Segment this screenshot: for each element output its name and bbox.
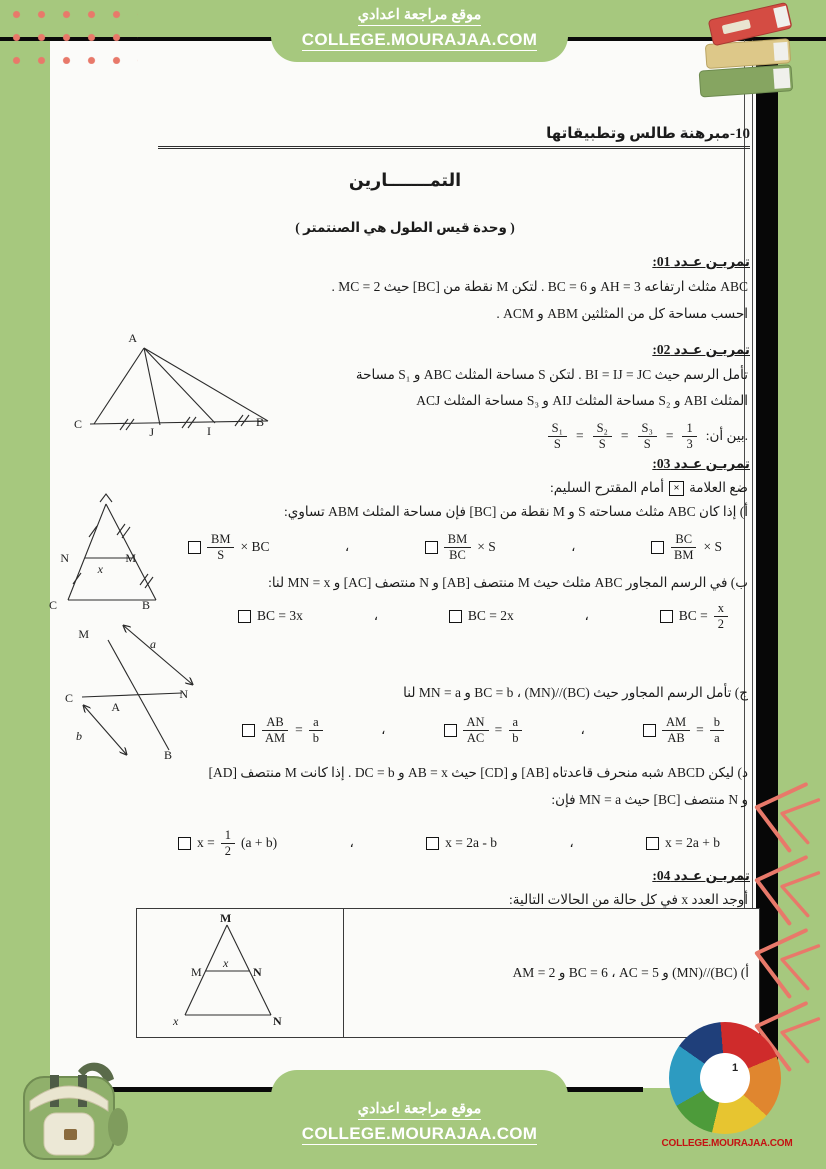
answer-option [449,608,514,624]
fraction: $\frac{BC}{BM}$ [670,532,697,563]
answer-option [425,532,496,563]
exercise2-line2: المثلث ABI و S₂ مساحة المثلث AIJ و S₃ مساحة المثلث ACJ [416,393,748,408]
point-label-C: C [64,691,73,705]
exercise3b-options [238,598,728,634]
equals-sign: = [696,722,704,737]
answer-option [444,715,523,746]
fraction: $\frac{x}{2}$ [714,601,728,632]
exercise3-heading: تمريـن عـدد 03: [652,456,750,471]
fraction: $\frac{AN}{AC}$ [463,715,489,746]
header-banner [271,0,568,62]
exercise3b-text: ب) في الرسم المجاور ABC مثلث حيث M منتصف [AB] و N منتصف [AC] و MN = x لنا: [268,575,748,590]
equals-sign: = [620,428,629,443]
footer-site-title: موقع مراجعة اعدادي [358,1101,482,1120]
exercise3c-text: ج) تأمل الرسم المجاور حيث (BC)//(MN) ، BC = b و MN = a لنا [403,685,748,700]
checked-box-icon: × [669,481,684,496]
point-label-N: N [60,551,69,565]
answer-option [238,608,303,624]
point-label-C: C [48,598,57,612]
separator-comma: ، [349,835,354,850]
checkbox-icon [643,724,656,737]
checkbox-icon [188,541,201,554]
option-prefix: BC = [678,608,708,623]
fraction: $\frac{BM}{S}$ [207,532,234,563]
backpack-icon [8,1053,138,1165]
point-label-B: B [163,748,172,762]
separator-comma: ، [580,722,585,737]
fraction: $\frac{AM}{AB}$ [662,715,690,746]
length-label-b: b [76,729,82,743]
point-label-A: A [111,700,120,714]
point-label-B: B [141,598,150,612]
fraction: $\frac{a}{b}$ [309,715,323,746]
fraction: $\frac{\text{S₂}}{S}$ [593,421,612,452]
point-label-I: I [207,424,211,438]
checkbox-icon [425,541,438,554]
separator-comma: ، [569,835,574,850]
footer-banner [271,1070,568,1169]
equals-sign: = [575,428,584,443]
option-suffix: × BC [240,539,270,554]
point-label-M: M [125,551,136,565]
table-case-cell [344,909,759,1037]
footer-site-url: COLLEGE.MOURAJAA.COM [301,1124,538,1143]
option-text: BC = 2x [467,608,514,623]
exercise2-formula [548,415,748,457]
exercise3a-options [188,526,722,568]
option-text: BC = 3x [257,608,303,623]
figure-triangle-ABC-JI [73,328,274,439]
answer-option [646,835,720,851]
chapter-title: 10-مبرهنة طالس وتطبيقاتها [158,124,750,149]
option-suffix: (a + b) [241,835,278,850]
segment-label-x: x [223,956,229,970]
point-label-bottom-right: N [273,1014,282,1028]
answer-option [242,715,323,746]
point-label-mid-right: N [253,965,262,979]
header-site-url: COLLEGE.MOURAJAA.COM [301,30,538,49]
page-number: 1 [732,1062,739,1074]
point-label-J: J [149,425,154,439]
dots-pattern [0,0,138,64]
checkbox-icon [651,541,664,554]
exercise2-line1: تأمل الرسم حيث BI = IJ = JC . لتكن S مساحة المثلث ABC و S₁ مساحة [355,367,748,382]
checkbox-icon [426,837,439,850]
checkbox-icon [660,610,673,623]
point-label-A: A [128,331,137,345]
figure-triangle-midsegment [48,492,168,614]
segment-label-x: x [97,562,103,576]
option-prefix: x = [197,835,215,850]
separator-comma: ، [373,608,379,623]
option-suffix: × S [477,539,496,554]
checkbox-icon [242,724,255,737]
exercise3c-options [242,708,724,752]
worksheet-content [48,120,750,1160]
fraction: $\frac{\text{S₃}}{S}$ [638,421,657,452]
exercise2-heading: تمريـن عـدد 02: [652,342,750,357]
option-text: x = 2a - b [445,835,497,850]
exercise4-heading: تمريـن عـدد 04: [652,868,750,883]
answer-option [651,532,722,563]
exercises-title: التمـــــــارين [348,170,462,190]
show-that-label: .بين أن: [705,428,748,443]
exercise1-line2: احسب مساحة كل من المثلثين ABM و ACM . [496,306,748,321]
checkbox-icon [444,724,457,737]
equals-sign: = [295,722,303,737]
checkbox-icon [178,837,191,850]
option-suffix: × S [703,539,722,554]
fraction: $\frac{1}{3}$ [682,421,696,452]
exercise3d-options [178,822,720,864]
fraction: $\frac{1}{2}$ [221,828,235,859]
equals-sign: = [494,722,503,737]
exercise3d-line2: و N منتصف [BC] حيث MN = a فإن: [551,792,748,807]
exercise3-instruction: ضع العلامة × أمام المقترح السليم: [549,480,748,495]
site-logo [654,1020,796,1136]
fraction: $\frac{\text{S₁}}{S}$ [548,421,567,452]
separator-comma: ، [571,539,576,554]
point-label-N: N [179,687,188,701]
point-label-bottom-left: x [173,1014,179,1028]
answer-option [426,835,497,851]
checkbox-icon [449,610,462,623]
length-label-a: a [150,637,156,651]
unit-note: ( وحدة قيس الطول هي الصنتمتر ) [295,220,515,235]
answer-option [178,828,277,859]
exercise3d-line1: د) ليكن ABCD شبه منحرف قاعدتاه [AB] و [CD] حيث AB = x و DC = b . إذا كانت M منتصف [AD] [208,765,748,780]
checkbox-icon [646,837,659,850]
exercise1-heading: تمريـن عـدد 01: [652,254,750,269]
checkbox-icon [238,610,251,623]
separator-comma: ، [344,539,350,554]
exercise4-table [136,908,760,1038]
exercise1-line1: ABC مثلث ارتفاعه AH = 3 و BC = 6 . لتكن M نقطة من [BC] حيث MC = 2 . [331,279,748,294]
fraction: $\frac{AB}{AM}$ [261,715,289,746]
point-label-M: M [78,627,89,641]
separator-comma: ، [584,608,589,623]
header-site-title: موقع مراجعة اعدادي [358,7,482,26]
logo-ring-hole [700,1053,750,1103]
fraction: $\frac{b}{a}$ [710,715,724,746]
option-text: x = 2a + b [665,835,720,850]
point-label-mid-left: M [191,965,202,979]
figure-triangle-MN [163,911,298,1033]
exercise4-line: أوجد العدد x في كل حالة من الحالات التالية: [509,892,748,907]
separator-comma: ، [381,722,386,737]
fraction: $\frac{a}{b}$ [508,715,522,746]
books-stack-icon [688,2,800,102]
answer-option [660,601,728,632]
logo-caption: COLLEGE.MOURAJAA.COM [661,1138,793,1149]
exercise3a-text: أ) إذا كان ABC مثلث مساحته S و M نقطة من [BC] فإن مساحة المثلث ABM تساوي: [284,504,748,519]
answer-option [188,532,269,563]
figure-bowtie-parallel-lines [64,618,222,762]
equals-sign: = [665,428,674,443]
fraction: $\frac{BM}{BC}$ [444,532,471,563]
point-label-apex: M [220,911,232,925]
table-figure-cell [137,909,344,1037]
case-a-text: أ) (BC)//(MN) و BC = 6 ، AC = 5 و AM = 2 [512,965,749,980]
logo-ring-icon [669,1022,781,1134]
point-label-C: C [73,417,82,431]
answer-option [643,715,724,746]
point-label-B: B [255,415,264,429]
